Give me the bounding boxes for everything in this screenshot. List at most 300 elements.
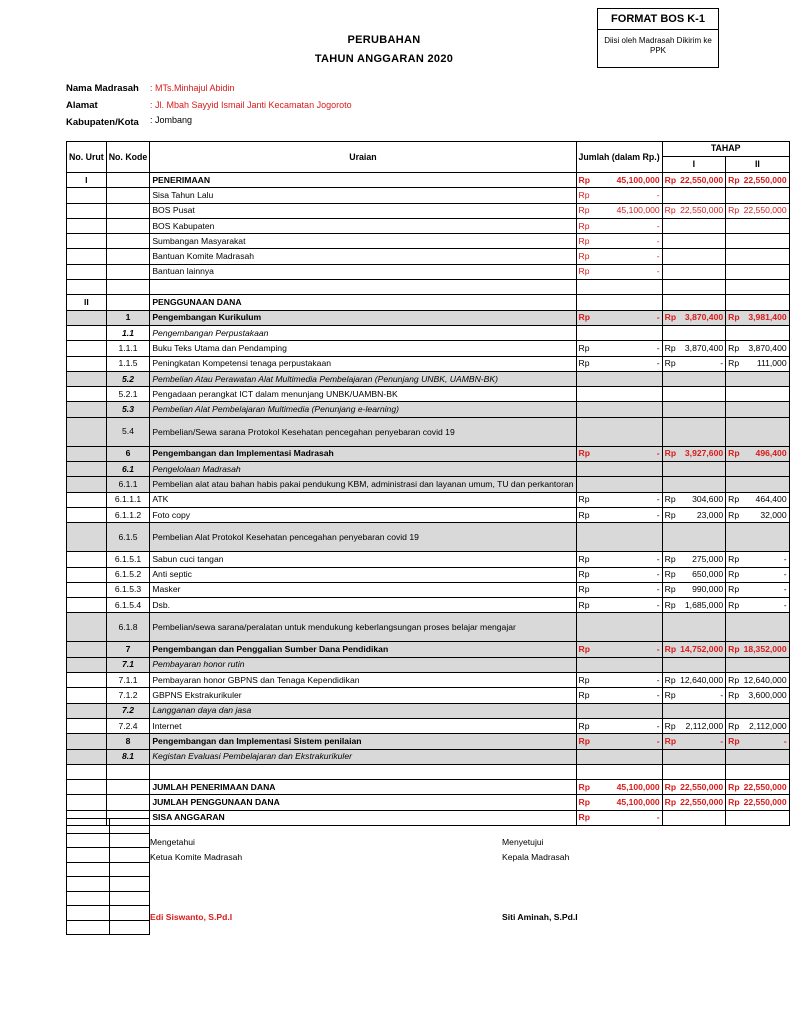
cell-kode: 5.3 xyxy=(106,402,150,417)
cell-t1r: Rp xyxy=(662,673,678,688)
cell-j: - xyxy=(593,446,663,461)
cell-t1r: Rp xyxy=(662,688,678,703)
cell-uraian: PENERIMAAN xyxy=(150,173,576,188)
cell-j xyxy=(593,462,663,477)
cell-uraian: BOS Kabupaten xyxy=(150,218,576,233)
cell-jr xyxy=(576,325,593,340)
cell-t1 xyxy=(678,764,726,779)
cell-kode xyxy=(106,264,150,279)
cell-t1: 1,685,000 xyxy=(678,598,726,613)
cell-uraian: Pembelian alat atau bahan habis pakai pendukung KBM, administrasi dan layanan umum, TU dan perkantoran xyxy=(150,477,576,492)
cell-urut xyxy=(67,492,107,507)
cell-t2: 22,550,000 xyxy=(742,203,790,218)
cell-j: - xyxy=(593,567,663,582)
cell-uraian: Pengembangan dan Implementasi Sistem penilaian xyxy=(150,734,576,749)
cell-t1 xyxy=(678,402,726,417)
cell-kode: 7.1.2 xyxy=(106,688,150,703)
cell-t2 xyxy=(742,264,790,279)
cell-urut xyxy=(67,371,107,386)
cell-t1 xyxy=(678,523,726,552)
cell-t1r: Rp xyxy=(662,310,678,325)
cell-t1: 3,870,400 xyxy=(678,310,726,325)
table-row xyxy=(67,234,790,249)
cell-j: - xyxy=(593,507,663,522)
cell-kode: 8 xyxy=(106,734,150,749)
sig-grid-cell xyxy=(67,891,110,906)
cell-t1r: Rp xyxy=(662,552,678,567)
cell-uraian: Pengelolaan Madrasah xyxy=(150,462,576,477)
cell-jr xyxy=(576,613,593,642)
cell-jr xyxy=(576,387,593,402)
cell-t1: 22,550,000 xyxy=(678,795,726,810)
cell-j xyxy=(593,295,663,310)
cell-t2 xyxy=(742,249,790,264)
cell-j: - xyxy=(593,673,663,688)
cell-t1r: Rp xyxy=(662,446,678,461)
sig-grid-cell xyxy=(67,848,110,863)
cell-t2r: Rp xyxy=(726,642,742,657)
cell-uraian: Pengembangan dan Implementasi Madrasah xyxy=(150,446,576,461)
cell-t1r: Rp xyxy=(662,598,678,613)
cell-jr xyxy=(576,477,593,492)
cell-urut xyxy=(67,734,107,749)
cell-jr: Rp xyxy=(576,642,593,657)
sig-left-label-2: Ketua Komite Madrasah xyxy=(150,852,243,862)
cell-jr: Rp xyxy=(576,810,593,825)
cell-t2: 22,550,000 xyxy=(742,780,790,795)
cell-urut xyxy=(67,446,107,461)
cell-t1 xyxy=(678,657,726,672)
table-row xyxy=(67,387,790,402)
cell-t2r xyxy=(726,402,742,417)
cell-t2r xyxy=(726,462,742,477)
cell-t2r: Rp xyxy=(726,582,742,597)
header-uraian: Uraian xyxy=(150,142,576,173)
cell-t2: 3,870,400 xyxy=(742,341,790,356)
cell-t1: 12,640,000 xyxy=(678,673,726,688)
cell-t2r: Rp xyxy=(726,673,742,688)
cell-t2r xyxy=(726,417,742,446)
cell-kode: 5.2 xyxy=(106,371,150,386)
cell-kode: 6.1.5.3 xyxy=(106,582,150,597)
cell-t1r: Rp xyxy=(662,795,678,810)
cell-uraian: Buku Teks Utama dan Pendamping xyxy=(150,341,576,356)
cell-j xyxy=(593,523,663,552)
cell-j: - xyxy=(593,642,663,657)
cell-t2r xyxy=(726,218,742,233)
cell-t2r: Rp xyxy=(726,734,742,749)
cell-kode xyxy=(106,295,150,310)
cell-jr: Rp xyxy=(576,234,593,249)
header-jumlah: Jumlah (dalam Rp.) xyxy=(576,142,662,173)
table-row xyxy=(67,780,790,795)
sig-right-name: Siti Aminah, S.Pd.I xyxy=(502,912,578,922)
cell-urut xyxy=(67,325,107,340)
signature-grid xyxy=(66,818,150,935)
table-row xyxy=(67,477,790,492)
cell-t2r xyxy=(726,249,742,264)
cell-urut xyxy=(67,523,107,552)
cell-uraian: Pengadaan perangkat ICT dalam menunjang UNBK/UAMBN-BK xyxy=(150,387,576,402)
table-row xyxy=(67,280,790,295)
cell-kode: 1.1.1 xyxy=(106,341,150,356)
cell-jr xyxy=(576,402,593,417)
table-row xyxy=(67,642,790,657)
cell-kode xyxy=(106,234,150,249)
cell-t2: - xyxy=(742,582,790,597)
cell-urut xyxy=(67,310,107,325)
cell-t1r xyxy=(662,462,678,477)
cell-j xyxy=(593,764,663,779)
cell-jr xyxy=(576,417,593,446)
table-row xyxy=(67,523,790,552)
cell-t1r: Rp xyxy=(662,173,678,188)
cell-kode: 1.1.5 xyxy=(106,356,150,371)
sig-left-name: Edi Siswanto, S.Pd.I xyxy=(150,912,233,922)
cell-t2 xyxy=(742,218,790,233)
cell-kode: 7 xyxy=(106,642,150,657)
cell-urut xyxy=(67,749,107,764)
table-row xyxy=(67,264,790,279)
cell-jr xyxy=(576,657,593,672)
cell-t1r xyxy=(662,749,678,764)
cell-j: - xyxy=(593,552,663,567)
cell-urut: I xyxy=(67,173,107,188)
cell-t1r xyxy=(662,234,678,249)
cell-jr: Rp xyxy=(576,507,593,522)
sig-grid-cell xyxy=(67,833,110,848)
cell-kode: 6.1.8 xyxy=(106,613,150,642)
cell-j: - xyxy=(593,341,663,356)
cell-t1: 650,000 xyxy=(678,567,726,582)
cell-t2r: Rp xyxy=(726,598,742,613)
cell-jr xyxy=(576,295,593,310)
table-row xyxy=(67,598,790,613)
cell-urut xyxy=(67,402,107,417)
cell-t2: - xyxy=(742,734,790,749)
cell-t2r xyxy=(726,613,742,642)
table-row xyxy=(67,764,790,779)
sig-grid-cell xyxy=(110,891,150,906)
cell-t1r xyxy=(662,703,678,718)
cell-j: - xyxy=(593,810,663,825)
cell-t2: 496,400 xyxy=(742,446,790,461)
cell-uraian: Sabun cuci tangan xyxy=(150,552,576,567)
cell-t2 xyxy=(742,280,790,295)
cell-t2: 18,352,000 xyxy=(742,642,790,657)
cell-t2: 3,981,400 xyxy=(742,310,790,325)
cell-j: - xyxy=(593,234,663,249)
cell-uraian: Pembelian/Sewa sarana Protokol Kesehatan pencegahan penyebaran covid 19 xyxy=(150,417,576,446)
cell-t1r xyxy=(662,613,678,642)
cell-kode xyxy=(106,280,150,295)
cell-t2r xyxy=(726,280,742,295)
table-row xyxy=(67,218,790,233)
cell-jr: Rp xyxy=(576,582,593,597)
cell-t1r: Rp xyxy=(662,567,678,582)
sig-grid-cell xyxy=(67,877,110,892)
table-row xyxy=(67,613,790,642)
cell-t2r: Rp xyxy=(726,341,742,356)
cell-t2r xyxy=(726,657,742,672)
cell-j: 45,100,000 xyxy=(593,780,663,795)
cell-jr: Rp xyxy=(576,249,593,264)
cell-t1: 304,600 xyxy=(678,492,726,507)
cell-urut xyxy=(67,188,107,203)
cell-t2r: Rp xyxy=(726,446,742,461)
cell-uraian: Masker xyxy=(150,582,576,597)
cell-urut xyxy=(67,642,107,657)
cell-uraian: Bantuan Komite Madrasah xyxy=(150,249,576,264)
cell-j: - xyxy=(593,188,663,203)
cell-t2r xyxy=(726,295,742,310)
cell-t2r: Rp xyxy=(726,795,742,810)
cell-kode: 6.1 xyxy=(106,462,150,477)
sig-grid-cell xyxy=(110,833,150,848)
cell-t2: - xyxy=(742,567,790,582)
cell-kode: 5.2.1 xyxy=(106,387,150,402)
cell-t2r: Rp xyxy=(726,718,742,733)
cell-urut xyxy=(67,718,107,733)
cell-j xyxy=(593,371,663,386)
cell-kode: 6.1.5.2 xyxy=(106,567,150,582)
cell-t2: 111,000 xyxy=(742,356,790,371)
cell-urut xyxy=(67,249,107,264)
cell-jr: Rp xyxy=(576,310,593,325)
cell-t2: 12,640,000 xyxy=(742,673,790,688)
cell-urut xyxy=(67,657,107,672)
cell-t1r: Rp xyxy=(662,582,678,597)
cell-urut: II xyxy=(67,295,107,310)
cell-t1r: Rp xyxy=(662,356,678,371)
cell-t2r: Rp xyxy=(726,203,742,218)
cell-t2r: Rp xyxy=(726,173,742,188)
cell-t2r: Rp xyxy=(726,567,742,582)
cell-j xyxy=(593,280,663,295)
cell-t1 xyxy=(678,295,726,310)
cell-kode: 1.1 xyxy=(106,325,150,340)
doc-title-2: TAHUN ANGGARAN 2020 xyxy=(314,53,454,65)
table-row xyxy=(67,703,790,718)
cell-t1 xyxy=(678,417,726,446)
cell-j: 45,100,000 xyxy=(593,173,663,188)
cell-t1: 22,550,000 xyxy=(678,173,726,188)
header-tahap-2: II xyxy=(726,156,789,172)
cell-jr xyxy=(576,280,593,295)
cell-kode xyxy=(106,218,150,233)
cell-j xyxy=(593,387,663,402)
cell-urut xyxy=(67,507,107,522)
cell-jr xyxy=(576,371,593,386)
cell-uraian xyxy=(150,280,576,295)
cell-t2r xyxy=(726,387,742,402)
table-row xyxy=(67,462,790,477)
cell-t1r: Rp xyxy=(662,734,678,749)
cell-urut xyxy=(67,417,107,446)
cell-kode: 7.2.4 xyxy=(106,718,150,733)
cell-t2: - xyxy=(742,598,790,613)
cell-urut xyxy=(67,673,107,688)
header-tahap-1: I xyxy=(662,156,725,172)
cell-uraian: Pembayaran honor GBPNS dan Tenaga Kependidikan xyxy=(150,673,576,688)
cell-jr: Rp xyxy=(576,188,593,203)
cell-kode xyxy=(106,188,150,203)
cell-urut xyxy=(67,795,107,810)
cell-kode: 1 xyxy=(106,310,150,325)
cell-j: - xyxy=(593,688,663,703)
table-row xyxy=(67,688,790,703)
meta-label-kabupaten: Kabupaten/Kota xyxy=(66,117,139,128)
cell-t2r: Rp xyxy=(726,780,742,795)
table-row xyxy=(67,371,790,386)
cell-t2 xyxy=(742,387,790,402)
cell-uraian: Foto copy xyxy=(150,507,576,522)
cell-j: 45,100,000 xyxy=(593,795,663,810)
table-row xyxy=(67,310,790,325)
cell-t2r xyxy=(726,188,742,203)
table-row xyxy=(67,203,790,218)
cell-urut xyxy=(67,218,107,233)
cell-t2: 32,000 xyxy=(742,507,790,522)
cell-uraian: Pengembangan Kurikulum xyxy=(150,310,576,325)
table-row xyxy=(67,356,790,371)
cell-j: - xyxy=(593,310,663,325)
format-title: FORMAT BOS K-1 xyxy=(598,9,718,30)
cell-t1 xyxy=(678,477,726,492)
table-row xyxy=(67,657,790,672)
cell-t2r xyxy=(726,264,742,279)
cell-t1: 14,752,000 xyxy=(678,642,726,657)
cell-uraian: JUMLAH PENGGUNAAN DANA xyxy=(150,795,576,810)
cell-t2 xyxy=(742,295,790,310)
cell-t1: 23,000 xyxy=(678,507,726,522)
cell-j: - xyxy=(593,218,663,233)
cell-t2: 22,550,000 xyxy=(742,795,790,810)
cell-kode: 6 xyxy=(106,446,150,461)
cell-j xyxy=(593,613,663,642)
cell-uraian: Dsb. xyxy=(150,598,576,613)
cell-j: - xyxy=(593,734,663,749)
meta-value-kabupaten: : Jombang xyxy=(150,115,193,125)
cell-uraian: Pembelian Alat Protokol Kesehatan pencegahan penyebaran covid 19 xyxy=(150,523,576,552)
cell-j: - xyxy=(593,356,663,371)
cell-jr: Rp xyxy=(576,203,593,218)
table-row xyxy=(67,718,790,733)
cell-t2 xyxy=(742,188,790,203)
cell-kode: 6.1.1.2 xyxy=(106,507,150,522)
cell-j: 45,100,000 xyxy=(593,203,663,218)
cell-t2r: Rp xyxy=(726,492,742,507)
cell-t2: 3,600,000 xyxy=(742,688,790,703)
table-row xyxy=(67,567,790,582)
table-row xyxy=(67,492,790,507)
meta-label-madrasah: Nama Madrasah xyxy=(66,83,139,94)
cell-jr: Rp xyxy=(576,673,593,688)
cell-t1: 3,927,600 xyxy=(678,446,726,461)
cell-t1r xyxy=(662,764,678,779)
cell-t1: 22,550,000 xyxy=(678,780,726,795)
cell-uraian: Sisa Tahun Lalu xyxy=(150,188,576,203)
cell-uraian: Peningkatan Kompetensi tenaga perpustakaan xyxy=(150,356,576,371)
table-row xyxy=(67,402,790,417)
cell-t1r xyxy=(662,387,678,402)
table-row xyxy=(67,446,790,461)
table-row xyxy=(67,341,790,356)
cell-urut xyxy=(67,688,107,703)
sig-grid-cell xyxy=(67,906,110,921)
cell-t2 xyxy=(742,417,790,446)
cell-t1: - xyxy=(678,688,726,703)
cell-t2 xyxy=(742,234,790,249)
table-row xyxy=(67,249,790,264)
sig-grid-cell xyxy=(110,877,150,892)
cell-kode: 7.2 xyxy=(106,703,150,718)
table-row xyxy=(67,417,790,446)
cell-kode xyxy=(106,795,150,810)
cell-t1 xyxy=(678,810,726,825)
cell-kode: 6.1.5.1 xyxy=(106,552,150,567)
cell-jr: Rp xyxy=(576,718,593,733)
cell-urut xyxy=(67,203,107,218)
sig-grid-cell xyxy=(110,920,150,935)
cell-t2r: Rp xyxy=(726,507,742,522)
cell-t2r: Rp xyxy=(726,310,742,325)
cell-jr: Rp xyxy=(576,218,593,233)
cell-uraian: Pembelian Atau Perawatan Alat Multimedia Pembelajaran (Penunjang UNBK, UAMBN-BK) xyxy=(150,371,576,386)
cell-jr: Rp xyxy=(576,173,593,188)
cell-t2r xyxy=(726,810,742,825)
cell-jr: Rp xyxy=(576,795,593,810)
cell-t1: 22,550,000 xyxy=(678,203,726,218)
cell-t1 xyxy=(678,234,726,249)
cell-t2 xyxy=(742,764,790,779)
cell-t1r: Rp xyxy=(662,780,678,795)
cell-t1r xyxy=(662,295,678,310)
format-note: Diisi oleh Madrasah Dikirim ke PPK xyxy=(604,36,712,55)
cell-t2r: Rp xyxy=(726,552,742,567)
cell-t1r xyxy=(662,657,678,672)
cell-kode xyxy=(106,203,150,218)
cell-j: - xyxy=(593,264,663,279)
cell-urut xyxy=(67,341,107,356)
cell-jr: Rp xyxy=(576,688,593,703)
cell-urut xyxy=(67,477,107,492)
cell-t1: - xyxy=(678,734,726,749)
cell-kode xyxy=(106,173,150,188)
cell-j xyxy=(593,402,663,417)
doc-title-1: PERUBAHAN xyxy=(347,34,421,46)
cell-t2 xyxy=(742,477,790,492)
cell-urut xyxy=(67,280,107,295)
budget-table xyxy=(66,141,790,826)
cell-uraian: Kegistan Evaluasi Pembelajaran dan Ekstrakurikuler xyxy=(150,749,576,764)
cell-jr: Rp xyxy=(576,492,593,507)
cell-kode: 8.1 xyxy=(106,749,150,764)
cell-j: - xyxy=(593,718,663,733)
cell-j xyxy=(593,477,663,492)
cell-t2r: Rp xyxy=(726,356,742,371)
cell-jr: Rp xyxy=(576,567,593,582)
cell-t2r xyxy=(726,234,742,249)
sig-grid-cell xyxy=(110,819,150,834)
cell-t1 xyxy=(678,387,726,402)
cell-uraian: BOS Pusat xyxy=(150,203,576,218)
cell-kode: 7.1 xyxy=(106,657,150,672)
cell-jr xyxy=(576,749,593,764)
cell-t1r: Rp xyxy=(662,341,678,356)
cell-j: - xyxy=(593,492,663,507)
cell-t2 xyxy=(742,402,790,417)
